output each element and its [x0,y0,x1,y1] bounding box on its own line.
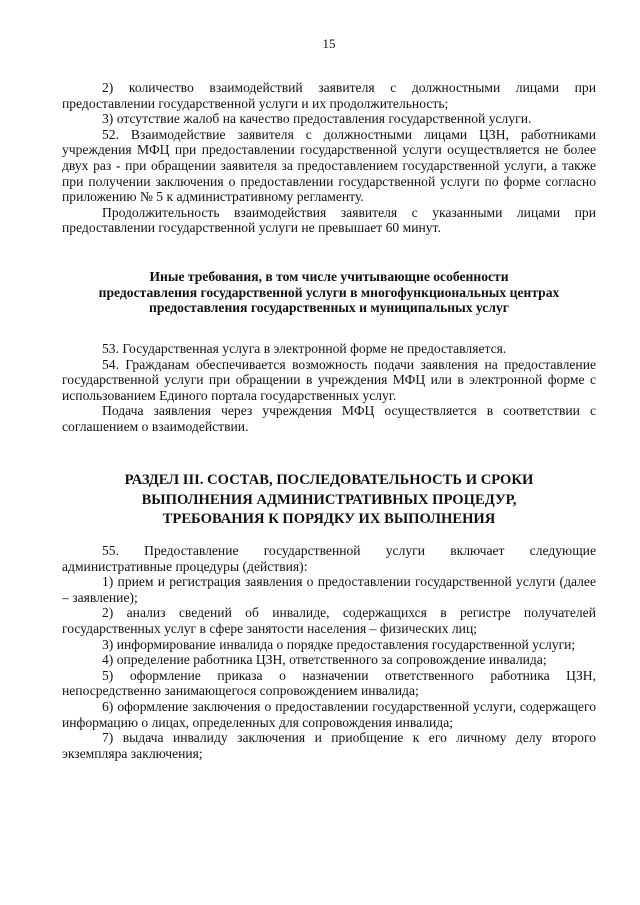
list-item: 3) информирование инвалида о порядке предоставления государственной услуги; [102,636,576,652]
list-item: 2) анализ сведений об инвалиде, содержащихся в регистре получателей государственных услуг в сфере занятости населения – физических лиц; [62,605,596,636]
paragraph: 54. Гражданам обеспечивается возможность подачи заявления на предоставление государственной услуги при обращении в учреждения МФЦ или в электронной форме с использованием Единого портала государственных услуг. [62,356,596,403]
paragraph: Продолжительность взаимодействия заявителя с указанными лицами при предоставлении государственной услуги не превышает 60 минут. [62,204,596,236]
heading-line: Иные требования, в том числе учитывающие особенности [149,269,509,284]
text-block-procedures [62,543,596,761]
paragraph: 53. Государственная услуга в электронной форме не предоставляется. [102,341,507,356]
list-item: 6) оформление заключения о предоставлении государственной услуги, содержащего информацию о лицах, определенных для сопровождения инвалида; [62,698,596,730]
page-number: 15 [322,36,336,51]
list-item: 4) определение работника ЦЗН, ответственного за сопровождение инвалида; [102,652,547,668]
heading-line: ТРЕБОВАНИЯ К ПОРЯДКУ ИХ ВЫПОЛНЕНИЯ [162,511,496,527]
list-item: 7) выдача инвалиду заключения и приобщение к его личному делу второго экземпляра заключения; [62,730,596,761]
paragraph: 3) отсутствие жалоб на качество предоставления государственной услуги. [102,111,532,127]
list-item: 5) оформление приказа о назначении ответственного работника ЦЗН, непосредственно занимающегося сопровождением инвалида; [62,667,596,699]
section-heading [62,471,596,530]
paragraph: 55. Предоставление государственной услуги включает следующие административные процедуры (действия): [62,543,596,574]
paragraph: 52. Взаимодействие заявителя с должностными лицами ЦЗН, работниками учреждения МФЦ при предоставлении государственной услуги осуществляется не более двух раз - при обращении заявителя за предоставлением государственной услуги, а также при получении заключения о предоставлении государственной услуги по форме согласно приложению № 5 к административному регламенту. [62,126,596,205]
paragraph: 2) количество взаимодействий заявителя с должностными лицами при предоставлении государственной услуги и их продолжительность; [62,80,596,111]
heading-line: РАЗДЕЛ III. СОСТАВ, ПОСЛЕДОВАТЕЛЬНОСТЬ И СРОКИ [124,472,534,488]
subsection-heading [62,269,596,316]
heading-line: ВЫПОЛНЕНИЯ АДМИНИСТРАТИВНЫХ ПРОЦЕДУР, [141,491,517,508]
list-item: 1) прием и регистрация заявления о предоставлении государственной услуги (далее – заявление); [62,574,596,605]
heading-line: предоставления государственных и муниципальных услуг [149,300,509,316]
text-block-other-requirements [62,341,596,435]
heading-line: предоставления государственной услуги в многофункциональных центрах [98,284,560,300]
text-block-requirements [62,80,596,236]
paragraph: Подача заявления через учреждения МФЦ осуществляется в соответствии с соглашением о взаимодействии. [62,403,596,434]
